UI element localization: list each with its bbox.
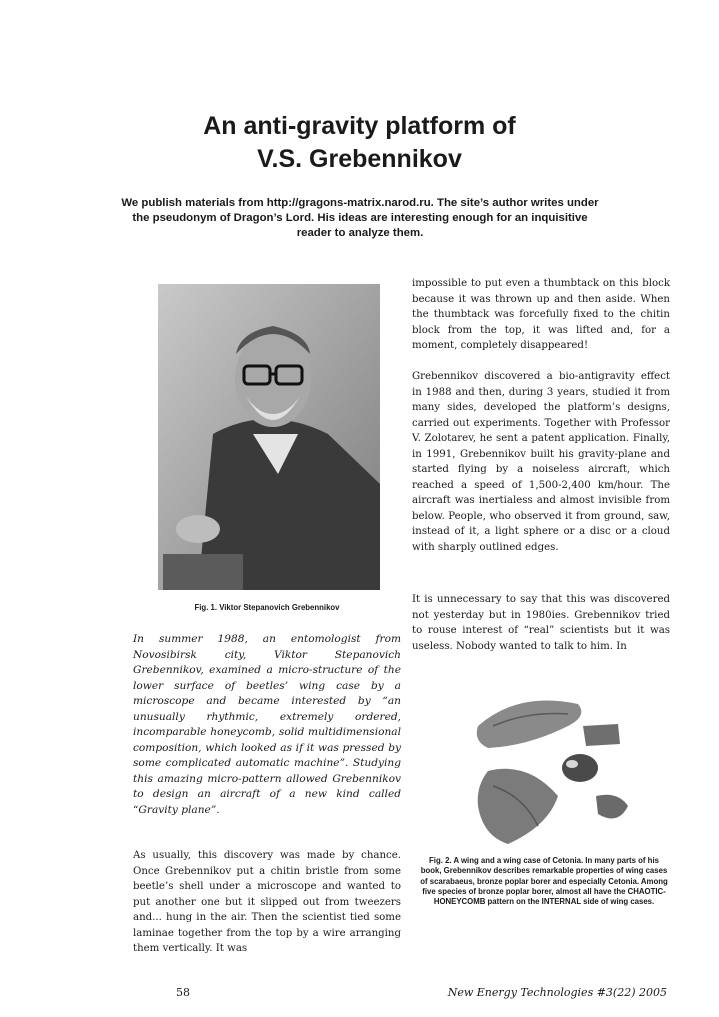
article-intro: We publish materials from http://gragons-matrix.narod.ru. The site’s author writes under the pseudonym of Dragon’s Lord. His ideas are interesting enough for an inquisitive reader to analyze them.	[121, 197, 599, 239]
figure-2-image	[468, 686, 634, 851]
body-paragraph-right-3: It is unnecessary to say that this was discovered not yesterday but in 1980ies. Grebennikov tried to rouse interest of “real” scientists but it was useless. Nobody wanted to talk to him. In	[412, 594, 670, 652]
body-paragraph-left: As usually, this discovery was made by chance. Once Grebennikov put a chitin bristle from some beetle’s shell under a microscope and wanted to put another one but it slipped out from tweezers and... hung in the air. Then the scientist tied some laminae together from the top by a wire arranging them vertically. It was	[133, 850, 401, 954]
title-line-2: V.S. Grebennikov	[257, 145, 462, 173]
article-title	[60, 110, 659, 176]
title-line-1: An anti-gravity platform of	[203, 112, 516, 140]
article-abstract: In summer 1988, an entomologist from Novosibirsk city, Viktor Stepanovich Grebennikov, examined a micro-structure of the lower surface of beetles’ wing case by a microscope and became interested by “an unusually rhythmic, extremely ordered, incomparable honeycomb, solid multidimensional composition, which looked as if it was pressed by some complicated automatic machine”. Studying this amazing micro-pattern allowed Grebennikov to design an aircraft of a new kind called “Gravity plane”.	[133, 633, 401, 816]
body-paragraph-right-1: impossible to put even a thumbtack on this block because it was thrown up and then aside. When the thumbtack was forcefully fixed to the chitin block from the top, it was lifted and, for a moment, completely disappeared!	[412, 278, 670, 351]
body-paragraph-right-2: Grebennikov discovered a bio-antigravity effect in 1988 and then, during 3 years, studied it from many sides, developed the platform’s designs, carried out experiments. Together with Professor V. Zolotarev, he sent a patent application. Finally, in 1991, Grebennikov built his gravity-plane and started flying by a noiseless aircraft, which reached a speed of 1,500-2,400 km/hour. The aircraft was inertialess and almost invisible from below. People, who observed it from ground, saw, instead of it, a light sphere or a disc or a cloud with sharply outlined edges.	[412, 371, 670, 553]
figure-1-photo	[158, 284, 380, 590]
figure-2-caption: Fig. 2. A wing and a wing case of Cetonia. In many parts of his book, Grebennikov describes remarkable properties of wing cases of scarabaeus, bronze poplar borer and especially Cetonia. Among five species of bronze poplar borer, almost all have the CHAOTIC-HONEYCOMB pattern on the INTERNAL side of wing cases.	[420, 856, 668, 907]
journal-footer: New Energy Technologies #3(22) 2005	[447, 986, 667, 999]
figure-1-caption: Fig. 1. Viktor Stepanovich Grebennikov	[194, 603, 340, 612]
page-number: 58	[176, 986, 190, 999]
